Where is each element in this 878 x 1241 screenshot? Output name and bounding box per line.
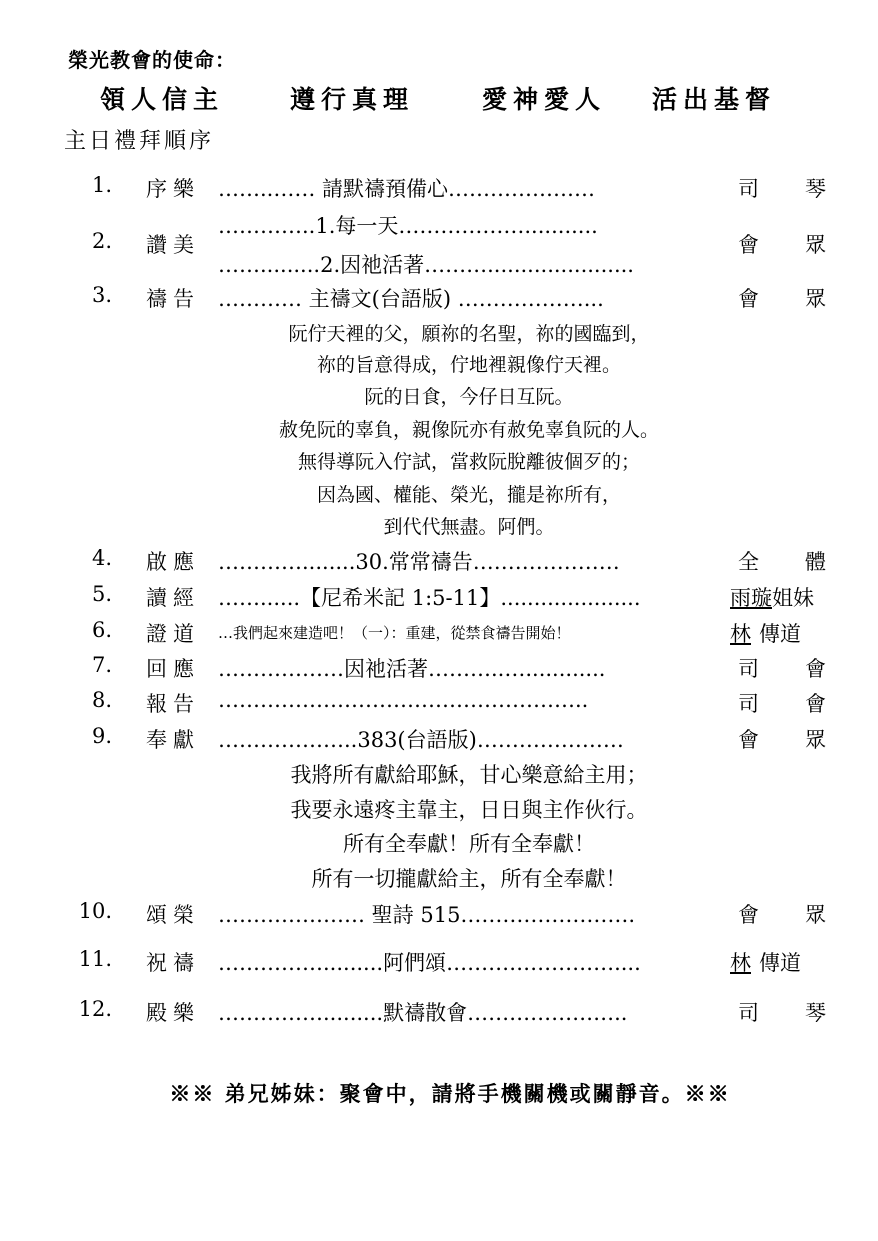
leader-char: 司: [738, 692, 759, 716]
mission-label: 榮光教會的使命：: [68, 48, 236, 72]
mission-phrase-3: 愛神愛人: [482, 85, 607, 114]
item-detail: ……..…… 請默禱預備心…………………: [218, 177, 596, 201]
item-leader: [726, 899, 836, 929]
item-name: 頌榮: [146, 903, 200, 927]
leader-name: 雨璇: [730, 586, 772, 610]
prayer-line: 到代代無盡。阿們。: [383, 516, 555, 538]
order-title: 主日禮拜順序: [64, 129, 215, 154]
leader-char: 司: [738, 177, 759, 201]
item-number: 12.: [78, 997, 112, 1021]
prayer-line: 阮佇天裡的父，願祢的名聖，祢的國臨到，: [288, 323, 650, 345]
item-detail: ………… 主禱文(台語版) ………………...: [218, 287, 604, 311]
item-leader: [726, 546, 836, 576]
item-name: 禱告: [146, 287, 200, 311]
item-number: 8.: [91, 688, 112, 712]
leader-name: 林: [730, 622, 751, 646]
lyric-line: 所有一切攏獻給主，所有全奉獻！: [311, 867, 627, 891]
leader-char: 會: [805, 692, 826, 716]
item-detail: ………………..383(台語版)…………………: [218, 728, 624, 752]
item-name: 報告: [146, 692, 200, 716]
item-leader: [730, 618, 840, 648]
item-name: 讚美: [146, 233, 200, 257]
leader-char: 會: [805, 657, 826, 681]
leader-char: 眾: [805, 287, 826, 311]
item-number: 7.: [91, 653, 112, 677]
leader-char: 司: [738, 1001, 759, 1025]
leader-char: 眾: [805, 233, 826, 257]
item-number: 5.: [91, 582, 112, 606]
item-number: 2.: [91, 229, 112, 253]
item-detail: ……………………………………………..: [218, 688, 589, 712]
item-detail: ……......【尼希米記 1:5-11】.....................: [218, 586, 641, 610]
item-leader: [726, 688, 836, 718]
item-leader: [730, 947, 840, 977]
leader-char: 眾: [805, 728, 826, 752]
item-number: 9.: [91, 724, 112, 748]
item-detail: …………….........阿們頌……………………....: [218, 951, 641, 975]
leader-char: 琴: [805, 177, 826, 201]
item-name: 回應: [146, 657, 200, 681]
item-leader: [730, 582, 840, 612]
item-detail: …………..1.每一天………………...........: [218, 214, 598, 238]
leader-title: 傳道: [759, 951, 801, 975]
leader-name: 林: [730, 951, 751, 975]
item-number: 6.: [91, 618, 112, 642]
prayer-line: 因為國、權能、榮光，攏是祢所有，: [316, 484, 621, 506]
item-name: 證道: [146, 622, 200, 646]
item-detail-second: …….........2.因祂活著………......................: [218, 253, 634, 277]
leader-char: 會: [738, 728, 759, 752]
prayer-line: 赦免阮的辜負，親像阮亦有赦免辜負阮的人。: [278, 419, 659, 441]
lyric-line: 我將所有獻給耶穌，甘心樂意給主用；: [290, 763, 648, 787]
item-detail: …………........30.常常禱告…………………: [218, 550, 620, 574]
phone-notice: ※※ 弟兄姊妹：聚會中，請將手機關機或關靜音。※※: [169, 1081, 731, 1106]
item-name: 序樂: [146, 177, 200, 201]
prayer-line: 阮的日食，今仔日互阮。: [364, 386, 574, 408]
leader-char: 會: [738, 233, 759, 257]
leader-char: 會: [738, 903, 759, 927]
item-name: 奉獻: [146, 728, 200, 752]
item-detail: ………………因祂活著………..…............: [218, 657, 606, 681]
leader-char: 體: [805, 550, 826, 574]
leader-title: 傳道: [759, 622, 801, 646]
item-number: 4.: [91, 546, 112, 570]
mission-phrase-2: 遵行真理: [290, 85, 415, 114]
item-name: 祝禱: [146, 951, 200, 975]
leader-title: 姐妹: [772, 586, 814, 610]
item-leader: [726, 997, 836, 1027]
item-detail: …………….........默禱散會…………………..: [218, 1001, 628, 1025]
item-leader: [726, 724, 836, 754]
leader-char: 全: [738, 550, 759, 574]
item-name: 讀經: [146, 586, 200, 610]
leader-char: 琴: [805, 1001, 826, 1025]
item-leader: [726, 653, 836, 683]
lyric-line: 我要永遠疼主靠主，日日與主作伙行。: [290, 798, 648, 822]
prayer-line: 祢的旨意得成，佇地裡親像佇天裡。: [316, 354, 621, 376]
item-detail: …我們起來建造吧！（一）：重建，從禁食禱告開始！: [218, 624, 571, 642]
item-name: 啟應: [146, 550, 200, 574]
item-detail: ………………… 聖詩 515…………………….: [218, 903, 636, 927]
item-name: 殿樂: [146, 1001, 200, 1025]
leader-char: 眾: [805, 903, 826, 927]
item-number: 11.: [78, 947, 112, 971]
item-leader: [726, 229, 836, 259]
mission-phrase-4: 活出基督: [652, 85, 777, 114]
leader-char: 會: [738, 287, 759, 311]
item-number: 1.: [91, 173, 112, 197]
lyric-line: 所有全奉獻！所有全奉獻！: [343, 832, 595, 856]
item-number: 10.: [78, 899, 112, 923]
prayer-line: 無得導阮入佇試，當救阮脫離彼個歹的；: [297, 451, 640, 473]
mission-phrase-1: 領人信主: [100, 85, 225, 114]
item-leader: [726, 173, 836, 203]
item-number: 3.: [91, 283, 112, 307]
leader-char: 司: [738, 657, 759, 681]
item-leader: [726, 283, 836, 313]
